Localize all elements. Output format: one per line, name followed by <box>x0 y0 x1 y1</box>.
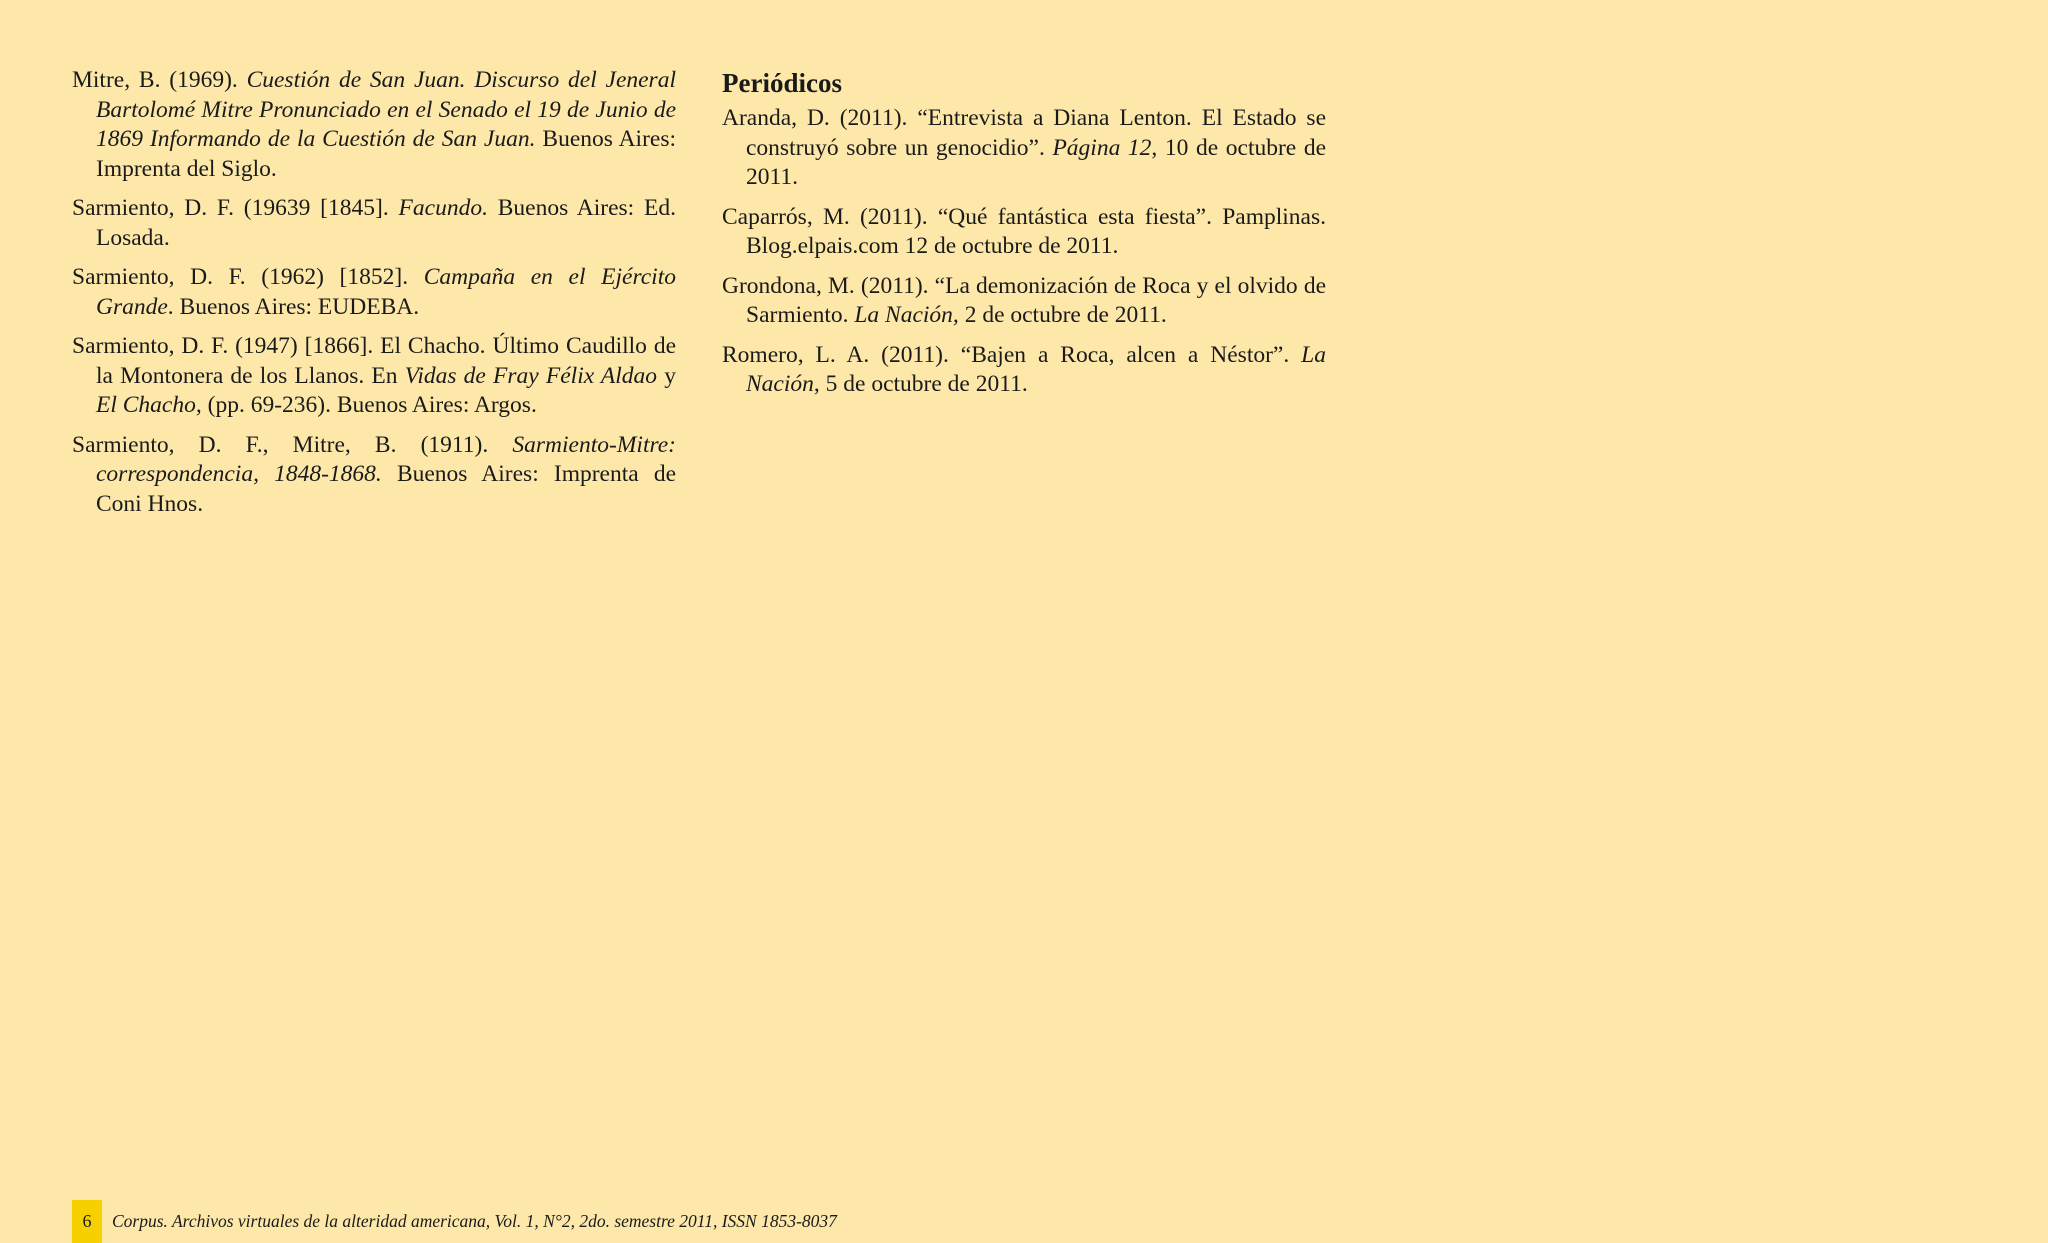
reference-text: Sarmiento, D. F. (19639 [1845]. <box>72 195 399 221</box>
reference-text: Sarmiento, D. F. (1947) [1866]. El Chacho. Último Caudillo de la Montonera de los Llanos. En <box>72 333 676 389</box>
reference-entry <box>72 194 676 253</box>
reference-text: (pp. 69-236). Buenos Aires: Argos. <box>201 392 537 418</box>
reference-text: , 5 de octubre de 2011. <box>813 371 1028 397</box>
reference-text: Mitre, B. (1969). <box>72 67 247 93</box>
reference-text: Buenos Aires: Ed. Losada. <box>96 195 676 251</box>
reference-text: 2 de octubre de 2011. <box>958 302 1167 328</box>
reference-entry <box>722 341 1326 400</box>
reference-text: Sarmiento, D. F., Mitre, B. (1911). <box>72 431 513 458</box>
reference-entry <box>722 203 1326 262</box>
reference-text: Caparrós, M. (2011). “Qué fantástica esta fiesta”. Pamplinas. Blog.elpais.com 12 de octubre de 2011. <box>722 203 1326 259</box>
reference-text: Grondona, M. (2011). “La demonización de Roca y el olvido de Sarmiento. <box>722 272 1326 328</box>
reference-title: Sarmiento-Mitre: correspondencia, 1848-1868. <box>96 431 676 487</box>
reference-entry <box>72 332 676 421</box>
reference-text: Sarmiento, D. F. (1962) [1852]. <box>72 264 424 290</box>
reference-entry <box>72 66 676 184</box>
reference-text: y <box>657 362 676 389</box>
reference-title: La Nación <box>746 341 1326 397</box>
section-heading-periodicos: Periódicos <box>722 68 842 98</box>
reference-title: El Chacho, <box>96 392 202 418</box>
reference-entry <box>722 272 1326 331</box>
reference-title: Campaña en el Ejército Grande <box>96 264 676 320</box>
reference-text: Aranda, D. (2011). “Entrevista a Diana Lenton. El Estado se construyó sobre un genocidio”. <box>722 105 1326 161</box>
reference-entry <box>722 104 1326 193</box>
reference-title: Vidas de Fray Félix Aldao <box>404 362 658 389</box>
reference-text: . Buenos Aires: EUDEBA. <box>167 293 420 320</box>
journal-citation: Corpus. Archivos virtuales de la alteridad americana, Vol. 1, N°2, 2do. semestre 2011, ISSN 1853-8037 <box>112 1211 837 1231</box>
reference-entry <box>72 431 676 520</box>
reference-entry <box>72 263 676 322</box>
reference-text: Buenos Aires: Imprenta de Coni Hnos. <box>96 461 677 517</box>
page-footer <box>72 1200 837 1243</box>
reference-title: La Nación, <box>854 302 959 328</box>
bibliography-left-column <box>72 66 676 529</box>
reference-title: Página 12 <box>1052 134 1152 161</box>
reference-text: Romero, L. A. (2011). “Bajen a Roca, alcen a Néstor”. <box>722 341 1302 368</box>
reference-text: Buenos Aires: Imprenta del Siglo. <box>96 126 676 182</box>
bibliography-right-column <box>722 66 1326 410</box>
reference-text: , 10 de octubre de 2011. <box>746 134 1326 190</box>
reference-title: Facundo. <box>398 195 488 221</box>
reference-title: Cuestión de San Juan. Discurso del Jeneral Bartolomé Mitre Pronunciado en el Senado el 19 de Junio de 1869 Informando de la Cuestión de San Juan. <box>96 67 676 152</box>
page-number-badge: 6 <box>72 1200 102 1243</box>
